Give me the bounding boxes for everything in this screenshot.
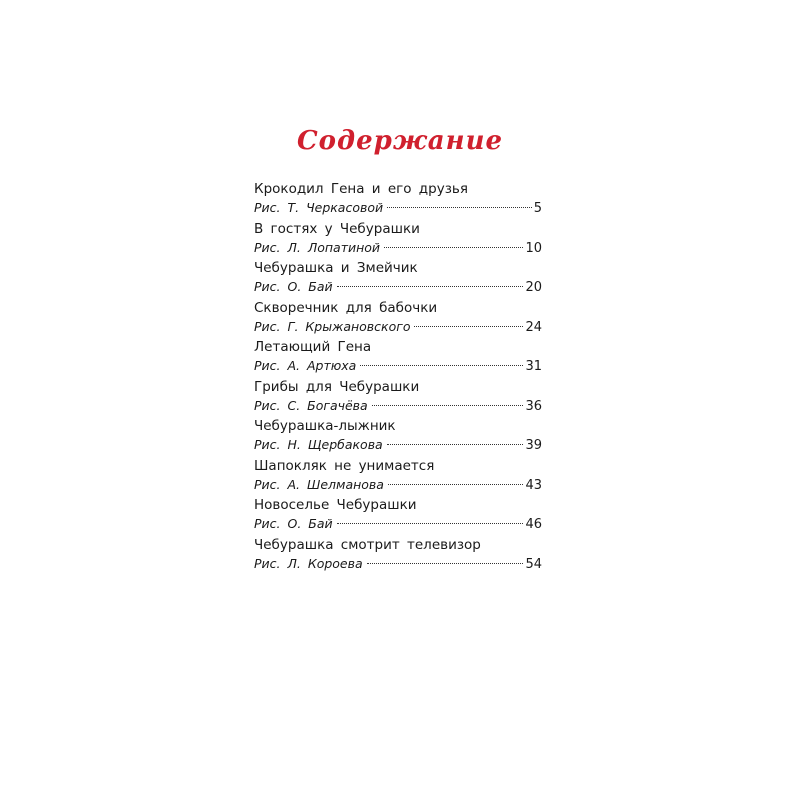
table-of-contents <box>254 180 542 575</box>
entry-detail-line <box>254 199 542 217</box>
story-title: Чебурашка смотрит телевизор <box>254 536 481 553</box>
toc-entry <box>254 457 542 497</box>
story-title: Летающий Гена <box>254 339 372 355</box>
page-number: 54 <box>525 556 542 572</box>
toc-entry <box>254 180 542 220</box>
entry-detail-line <box>254 515 542 533</box>
dot-leader <box>387 444 524 445</box>
illustrator-credit: Рис. О. Бай <box>254 279 333 294</box>
page-number: 5 <box>533 201 542 216</box>
toc-entry <box>254 299 542 339</box>
entry-detail-line <box>254 555 542 573</box>
illustrator-credit: Рис. А. Артюха <box>254 358 357 373</box>
illustrator-credit: Рис. Л. Короева <box>254 555 363 571</box>
illustrator-credit: Рис. О. Бай <box>254 516 333 531</box>
page-number: 24 <box>525 319 542 335</box>
entry-detail-line <box>254 436 542 454</box>
dot-leader <box>337 523 524 524</box>
entry-detail-line <box>254 397 542 415</box>
dot-leader <box>372 405 524 406</box>
dot-leader <box>384 247 523 248</box>
illustrator-credit: Рис. С. Богачёва <box>254 397 368 413</box>
entry-detail-line <box>254 357 542 375</box>
illustrator-credit: Рис. Н. Щербакова <box>254 437 383 452</box>
dot-leader <box>388 484 523 485</box>
toc-entry <box>254 496 542 536</box>
dot-leader <box>387 207 532 208</box>
page-title: Содержание <box>296 126 504 156</box>
illustrator-credit: Рис. Г. Крыжановского <box>254 318 411 334</box>
story-title: В гостях у Чебурашки <box>254 220 420 237</box>
toc-entry <box>254 417 542 457</box>
story-title: Крокодил Гена и его друзья <box>254 181 468 197</box>
page-number: 43 <box>525 477 542 493</box>
toc-entry <box>254 536 542 576</box>
story-title: Чебурашка и Змейчик <box>254 260 418 276</box>
story-title: Скворечник для бабочки <box>254 299 438 316</box>
story-title: Грибы для Чебурашки <box>254 378 420 395</box>
dot-leader <box>367 563 524 564</box>
toc-entry <box>254 220 542 260</box>
page-number: 31 <box>525 359 542 374</box>
toc-entry <box>254 259 542 299</box>
entry-detail-line <box>254 318 542 336</box>
page-number: 46 <box>525 517 542 532</box>
toc-entry <box>254 378 542 418</box>
page-number: 36 <box>525 398 542 414</box>
toc-entry <box>254 338 542 378</box>
entry-detail-line <box>254 278 542 296</box>
story-title: Шапокляк не унимается <box>254 457 435 474</box>
entry-detail-line <box>254 239 542 257</box>
entry-detail-line <box>254 476 542 494</box>
story-title: Новоселье Чебурашки <box>254 497 417 513</box>
page-number: 39 <box>525 438 542 453</box>
story-title: Чебурашка-лыжник <box>254 418 396 434</box>
illustrator-credit: Рис. Т. Черкасовой <box>254 200 384 215</box>
dot-leader <box>414 326 523 327</box>
illustrator-credit: Рис. Л. Лопатиной <box>254 239 381 255</box>
page-number: 20 <box>525 280 542 295</box>
page-number: 10 <box>525 240 542 256</box>
dot-leader <box>337 286 524 287</box>
illustrator-credit: Рис. А. Шелманова <box>254 476 384 492</box>
dot-leader <box>360 365 523 366</box>
